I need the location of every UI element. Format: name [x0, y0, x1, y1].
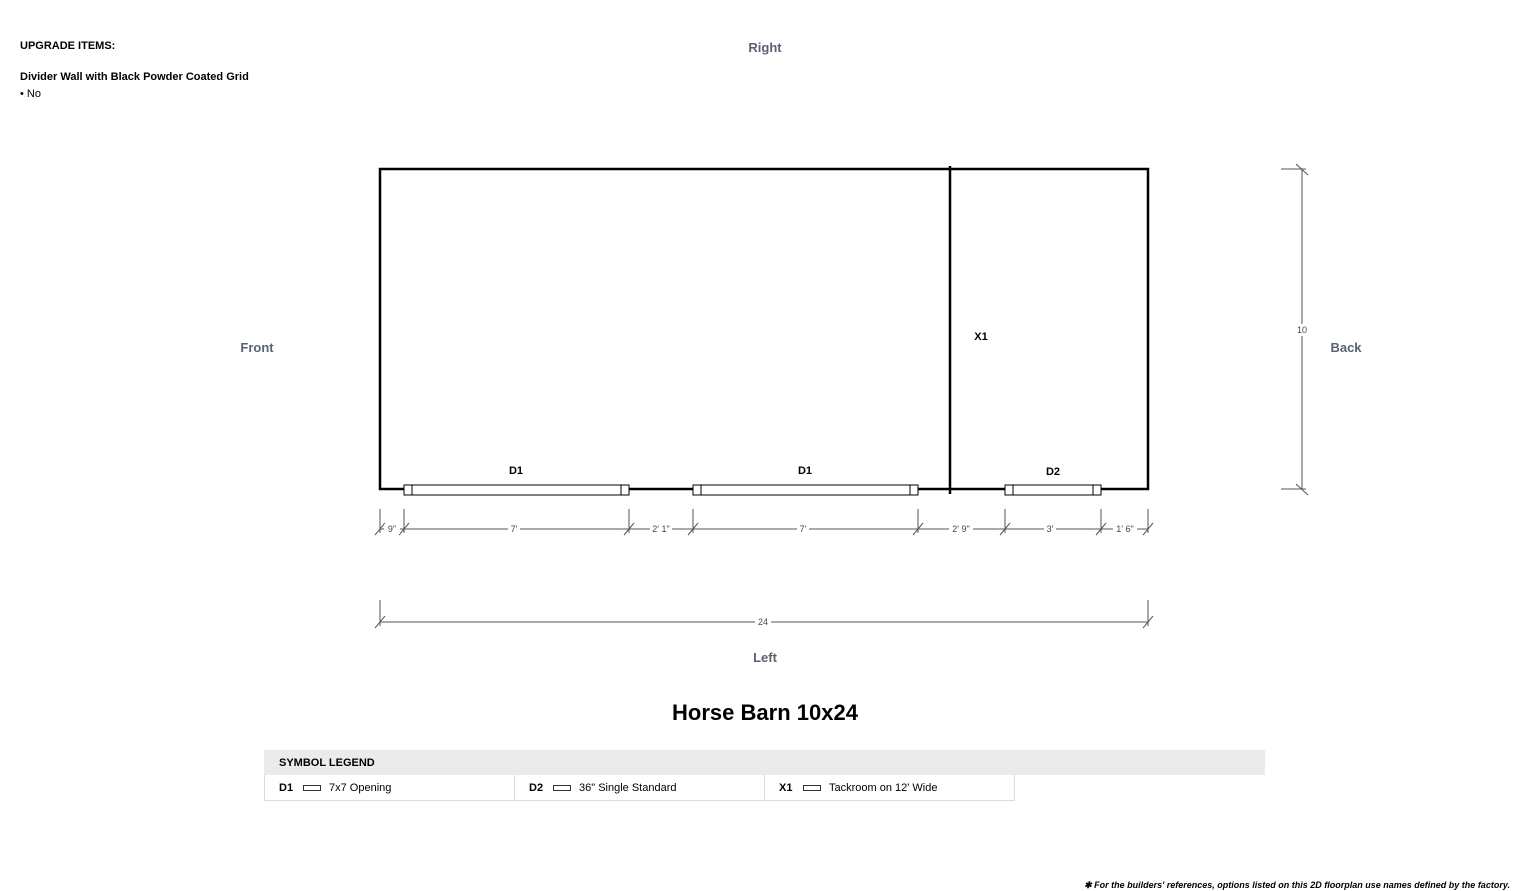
side-label-left: Left	[753, 650, 777, 665]
opening-d1-second	[693, 465, 918, 495]
dimension-label: 7'	[799, 524, 807, 534]
upgrade-items-heading: UPGRADE ITEMS:	[20, 40, 116, 52]
legend-heading: SYMBOL LEGEND	[264, 750, 1265, 775]
legend-label: 36" Single Standard	[579, 781, 677, 794]
legend-label: Tackroom on 12' Wide	[829, 781, 938, 794]
dimension-label: 2' 9"	[952, 524, 970, 534]
legend-code: D2	[529, 781, 544, 794]
symbol-legend	[264, 750, 1265, 801]
door-symbol-icon	[553, 785, 571, 791]
total-length-label: 24	[757, 617, 769, 627]
dimension-label: 2' 1"	[652, 524, 670, 534]
legend-code: X1	[779, 781, 793, 794]
opening-label: D2	[1045, 466, 1061, 478]
room-label-x1: X1	[974, 331, 988, 343]
opening-label: D1	[797, 465, 813, 477]
footnote: ✱ For the builders' references, options listed on this 2D floorplan use names defined by the factory.	[1084, 880, 1510, 890]
opening-label: D1	[508, 465, 524, 477]
legend-item	[264, 775, 515, 801]
opening-d2	[1005, 466, 1101, 495]
upgrade-item-value: • No	[20, 88, 41, 100]
dimension-label: 1' 6"	[1116, 524, 1134, 534]
legend-item	[515, 775, 765, 801]
segment-dimension-line	[375, 509, 1153, 535]
dimension-label: 7'	[510, 524, 518, 534]
legend-code: D1	[279, 781, 294, 794]
door-symbol-icon	[303, 785, 321, 791]
side-label-right: Right	[748, 40, 782, 55]
depth-label: 10	[1296, 325, 1308, 335]
dimension-label: 3'	[1046, 524, 1054, 534]
upgrade-item-title: Divider Wall with Black Powder Coated Grid	[20, 71, 249, 83]
page-title: Horse Barn 10x24	[672, 700, 858, 725]
legend-label: 7x7 Opening	[329, 781, 392, 794]
side-label-front: Front	[240, 340, 274, 355]
building-outline	[380, 169, 1148, 489]
legend-item	[765, 775, 1015, 801]
room-symbol-icon	[803, 785, 821, 791]
opening-d1-first	[404, 465, 629, 495]
side-label-back: Back	[1330, 340, 1362, 355]
dimension-label: 9"	[387, 524, 397, 534]
